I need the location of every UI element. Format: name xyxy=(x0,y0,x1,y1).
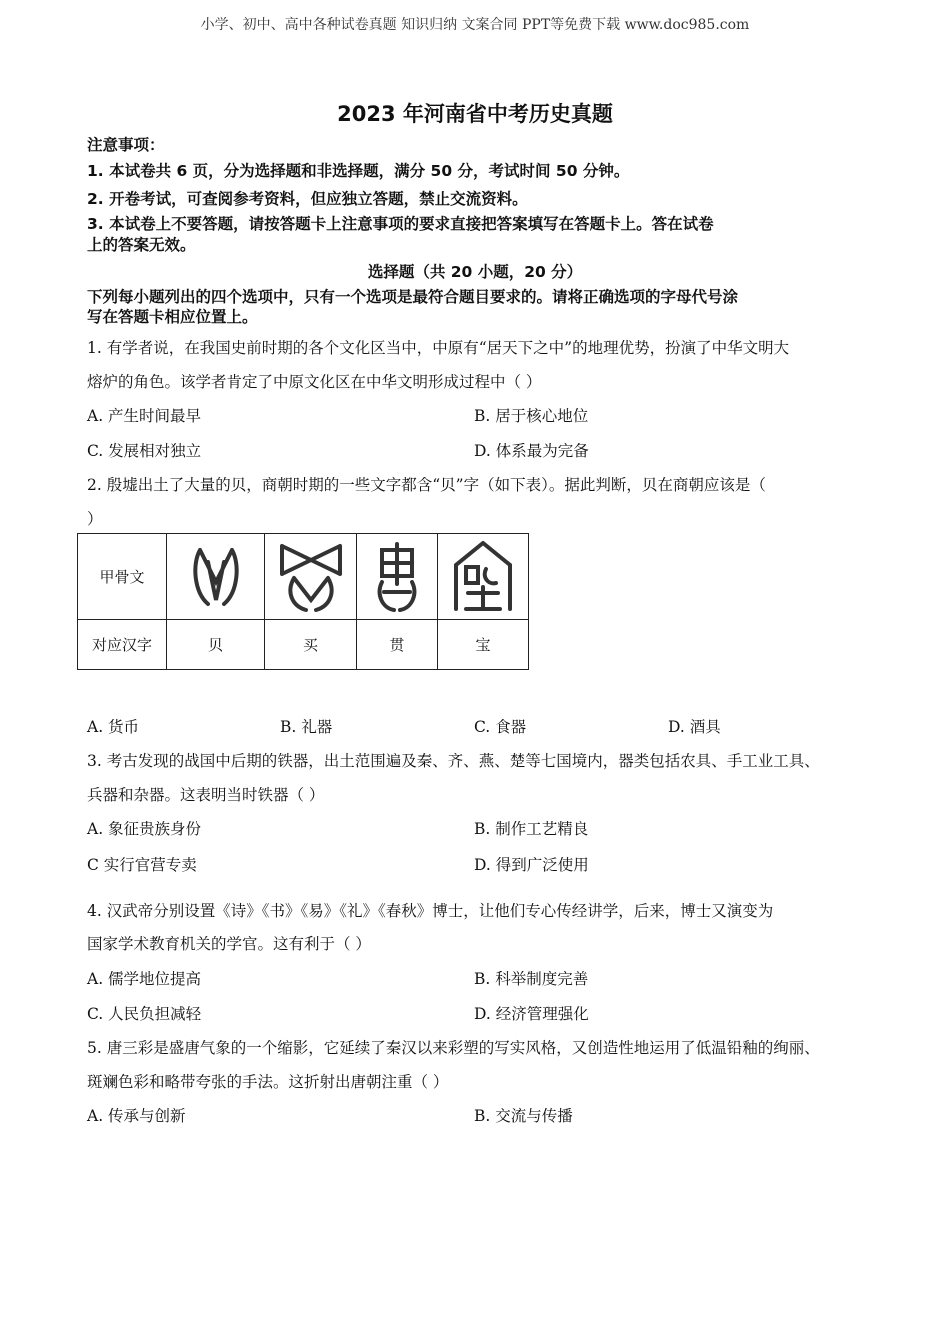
question-3-option-a: A. 象征贵族身份 xyxy=(87,820,202,838)
question-4-line-1: 4. 汉武帝分别设置《诗》《书》《易》《礼》《春秋》博士，让他们专心传经讲学，后来，博士又演变为 xyxy=(87,902,774,920)
row-label-modern: 对应汉字 xyxy=(78,620,167,670)
char-guan: 贯 xyxy=(357,620,438,670)
notice-heading: 注意事项： xyxy=(87,136,165,154)
question-1-option-b: B. 居于核心地位 xyxy=(474,407,589,425)
bao-glyph-icon xyxy=(448,539,518,615)
char-mai: 买 xyxy=(265,620,357,670)
row-label-oracle: 甲骨文 xyxy=(78,534,167,620)
section-instructions-1: 下列每小题列出的四个选项中，只有一个选项是最符合题目要求的。请将正确选项的字母代号涂 xyxy=(87,288,739,306)
question-4-option-d: D. 经济管理强化 xyxy=(474,1005,589,1023)
question-3-line-1: 3. 考古发现的战国中后期的铁器，出土范围遍及秦、齐、燕、楚等七国境内，器类包括农具、手工业工具、 xyxy=(87,752,820,770)
notice-item-2: 2. 开卷考试，可查阅参考资料，但应独立答题，禁止交流资料。 xyxy=(87,190,528,208)
bei-glyph-icon xyxy=(186,542,246,612)
mai-glyph-icon xyxy=(276,540,346,614)
question-3-line-2: 兵器和杂器。这表明当时铁器（ ） xyxy=(87,786,325,804)
question-4-line-2: 国家学术教育机关的学官。这有利于（ ） xyxy=(87,935,371,953)
question-3-option-d: D. 得到广泛使用 xyxy=(474,856,589,874)
char-bao: 宝 xyxy=(438,620,529,670)
question-2-line-1: 2. 殷墟出土了大量的贝，商朝时期的一些文字都含“贝”字（如下表）。据此判断，贝在商朝应该是（ xyxy=(87,476,766,494)
site-header: 小学、初中、高中各种试卷真题 知识归纳 文案合同 PPT等免费下载 www.doc985.com xyxy=(200,17,750,33)
notice-item-3-cont: 上的答案无效。 xyxy=(87,236,196,254)
question-5-line-1: 5. 唐三彩是盛唐气象的一个缩影，它延续了秦汉以来彩塑的写实风格，又创造性地运用了低温铅釉的绚丽、 xyxy=(87,1039,820,1057)
question-1-option-d: D. 体系最为完备 xyxy=(474,442,589,460)
question-2-option-b: B. 礼器 xyxy=(280,718,333,736)
question-1-line-2: 熔炉的角色。该学者肯定了中原文化区在中华文明形成过程中（ ） xyxy=(87,373,542,391)
oracle-glyph-bei xyxy=(167,534,265,620)
question-4-option-a: A. 儒学地位提高 xyxy=(87,970,202,988)
question-4-option-b: B. 科举制度完善 xyxy=(474,970,589,988)
question-5-option-b: B. 交流与传播 xyxy=(474,1107,573,1125)
char-bei: 贝 xyxy=(167,620,265,670)
question-2-option-c: C. 食器 xyxy=(474,718,527,736)
question-5-line-2: 斑斓色彩和略带夸张的手法。这折射出唐朝注重（ ） xyxy=(87,1073,449,1091)
question-1-line-1: 1. 有学者说，在我国史前时期的各个文化区当中，中原有“居天下之中”的地理优势，扮演了中华文明大 xyxy=(87,339,790,357)
guan-glyph-icon xyxy=(372,540,422,614)
page-title: 2023 年河南省中考历史真题 xyxy=(337,102,613,126)
oracle-glyph-guan xyxy=(357,534,438,620)
question-5-option-a: A. 传承与创新 xyxy=(87,1107,186,1125)
section-instructions-2: 写在答题卡相应位置上。 xyxy=(87,308,258,326)
question-3-option-b: B. 制作工艺精良 xyxy=(474,820,589,838)
oracle-glyph-bao xyxy=(438,534,529,620)
oracle-bone-table xyxy=(77,533,529,670)
question-1-option-c: C. 发展相对独立 xyxy=(87,442,202,460)
oracle-glyph-mai xyxy=(265,534,357,620)
question-2-option-d: D. 酒具 xyxy=(668,718,721,736)
question-4-option-c: C. 人民负担减轻 xyxy=(87,1005,202,1023)
question-2-line-2: ） xyxy=(87,510,103,528)
notice-item-3: 3. 本试卷上不要答题，请按答题卡上注意事项的要求直接把答案填写在答题卡上。答在试卷 xyxy=(87,215,714,233)
notice-item-1: 1. 本试卷共 6 页，分为选择题和非选择题，满分 50 分，考试时间 50 分钟。 xyxy=(87,162,630,180)
question-3-option-c: C 实行官营专卖 xyxy=(87,856,197,874)
question-2-option-a: A. 货币 xyxy=(87,718,140,736)
question-1-option-a: A. 产生时间最早 xyxy=(87,407,202,425)
section-heading: 选择题（共 20 小题，20 分） xyxy=(367,263,583,281)
